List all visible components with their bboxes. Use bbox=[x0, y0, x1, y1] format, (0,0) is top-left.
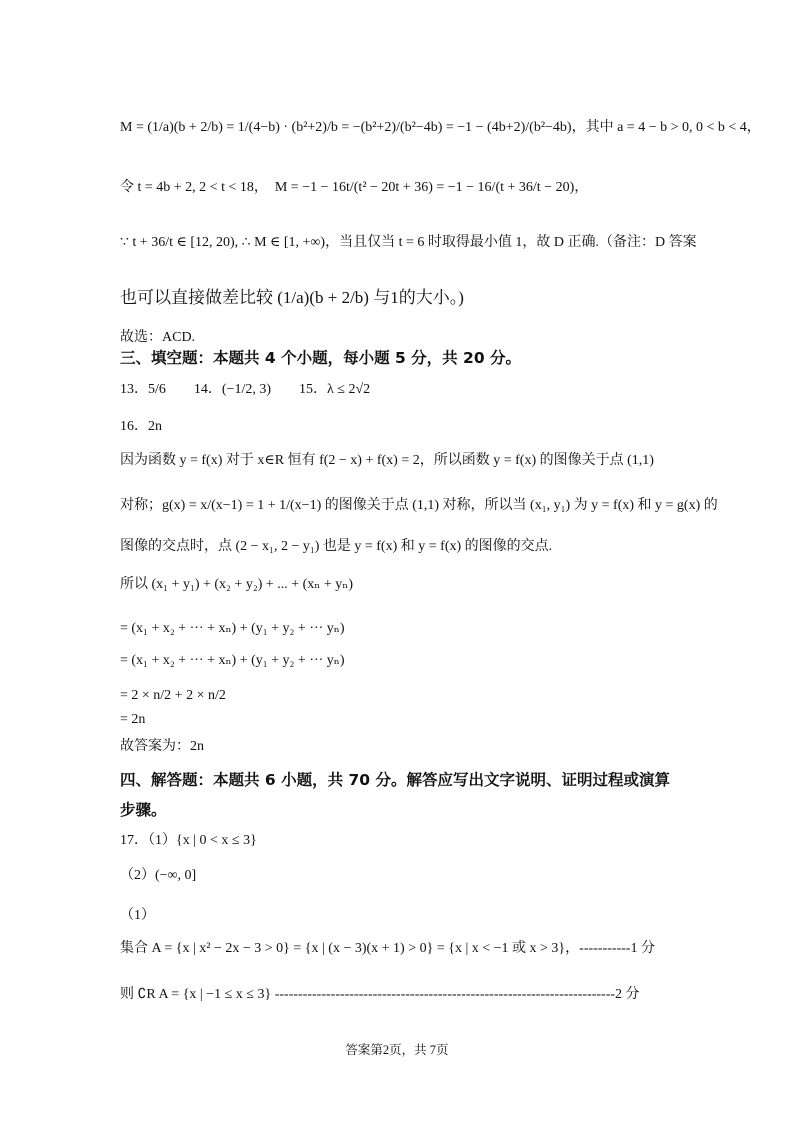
line-choice: 故选：ACD. bbox=[120, 330, 196, 345]
page-footer: 答案第2页，共 7页 bbox=[345, 1043, 449, 1057]
set-a-line: 集合 A = {x | x² − 2x − 3 > 0} = {x | (x − 3)(x + 1) > 0} = {x | x < −1 或 x > 3}，-----------1 分 bbox=[120, 941, 655, 956]
line-because: ∵ t + 36/t ∈ [12, 20), ∴ M ∈ [1, +∞)，当且仅当 t = 6 时取得最小值 1，故 D 正确.（备注：D 答案 bbox=[120, 235, 697, 250]
q16-paragraph-1: 因为函数 y = f(x) 对于 x∈R 恒有 f(2 − x) + f(x) = 2，所以函数 y = f(x) 的图像关于点 (1,1) bbox=[120, 453, 654, 468]
section-4-heading-cont: 步骤。 bbox=[120, 801, 167, 819]
line-m-formula: M = (1/a)(b + 2/b) = 1/(4−b) · (b²+2)/b = −(b²+2)/(b²−4b) = −1 − (4b+2)/(b²−4b)，其中 a = 4 − b > 0, 0 < b < 4， bbox=[120, 120, 761, 135]
q16-paragraph-2: 对称；g(x) = x/(x−1) = 1 + 1/(x−1) 的图像关于点 (1,1) 对称，所以当 (x₁, y₁) 为 y = f(x) 和 y = g(x) 的 bbox=[120, 498, 718, 513]
sum-line-1: 所以 (x₁ + y₁) + (x₂ + y₂) + ... + (xₙ + yₙ) bbox=[120, 577, 353, 592]
complement-line: 则 ∁R A = {x | −1 ≤ x ≤ 3} -------------------------------------------------------------------------2 分 bbox=[120, 987, 640, 1002]
sum-line-4: = 2 × n/2 + 2 × n/2 bbox=[120, 688, 226, 703]
q17-answer-2: （2）(−∞, 0] bbox=[120, 868, 197, 883]
section-3-heading: 三、填空题：本题共 4 个小题，每小题 5 分，共 20 分。 bbox=[120, 349, 522, 367]
q16-paragraph-3: 图像的交点时，点 (2 − x₁, 2 − y₁) 也是 y = f(x) 和 y = f(x) 的图像的交点. bbox=[120, 539, 553, 554]
sum-line-3: = (x₁ + x₂ + ··· + xₙ) + (y₁ + y₂ + ··· yₙ) bbox=[120, 653, 345, 668]
line-note: 也可以直接做差比较 (1/a)(b + 2/b) 与1的大小。) bbox=[120, 288, 464, 307]
q17-answer-1: 17．（1）{x | 0 < x ≤ 3} bbox=[120, 833, 257, 848]
line-let-t: 令 t = 4b + 2, 2 < t < 18， M = −1 − 16t/(t² − 20t + 36) = −1 − 16/(t + 36/t − 20)， bbox=[120, 180, 589, 195]
section-4-heading: 四、解答题：本题共 6 小题，共 70 分。解答应写出文字说明、证明过程或演算 bbox=[120, 771, 670, 789]
final-answer: 故答案为：2n bbox=[120, 739, 204, 754]
answer-16: 16．2n bbox=[120, 419, 162, 434]
sum-line-2: = (x₁ + x₂ + ··· + xₙ) + (y₁ + y₂ + ··· yₙ) bbox=[120, 621, 345, 636]
answers-13-15: 13．5/6 14．(−1/2, 3) 15．λ ≤ 2√2 bbox=[120, 382, 371, 397]
sum-line-5: = 2n bbox=[120, 712, 146, 727]
q17-part-label: （1） bbox=[120, 908, 155, 923]
